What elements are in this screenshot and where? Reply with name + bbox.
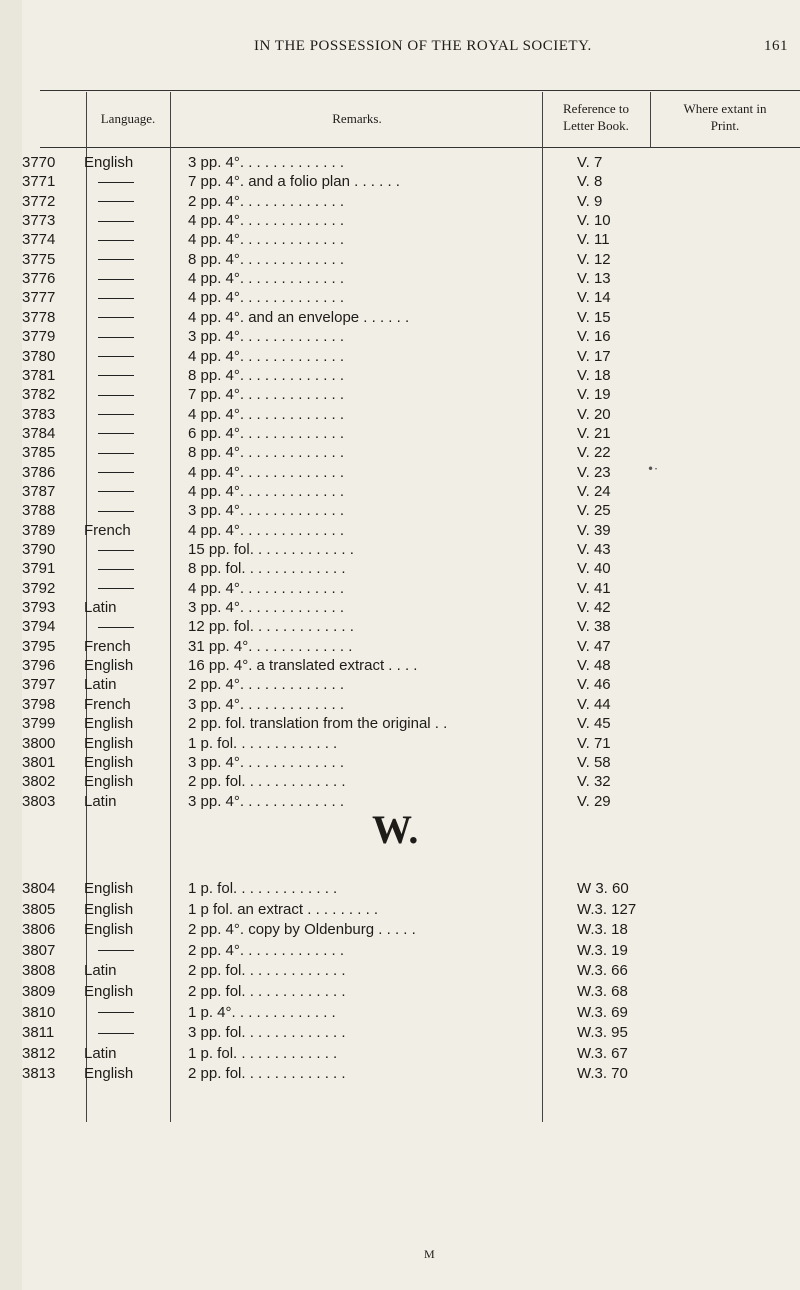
entry-reference: W.3. 69 bbox=[577, 1003, 628, 1021]
entry-remarks: 2 pp. 4°. . . . . . . . . . . . . bbox=[188, 192, 345, 210]
entry-remarks: 3 pp. 4°. . . . . . . . . . . . . bbox=[188, 502, 345, 520]
ditto-dash bbox=[98, 375, 134, 376]
entry-language: English bbox=[84, 900, 134, 918]
entry-reference: V. 7 bbox=[577, 154, 603, 171]
entry-reference: W.3. 19 bbox=[577, 941, 628, 959]
entry-remarks: 4 pp. 4°. and an envelope . . . . . . bbox=[188, 308, 410, 326]
entry-remarks: 7 pp. 4°. and a folio plan . . . . . . bbox=[188, 173, 400, 191]
entry-reference: V. 48 bbox=[577, 657, 611, 675]
entry-number: 3775 bbox=[22, 250, 56, 268]
entry-reference: V. 16 bbox=[577, 328, 611, 346]
entry-remarks: 3 pp. 4°. . . . . . . . . . . . . bbox=[188, 154, 345, 171]
entry-number: 3810 bbox=[22, 1003, 56, 1021]
entry-reference: W.3. 66 bbox=[577, 962, 628, 980]
ditto-dash bbox=[98, 356, 134, 357]
entry-remarks: 4 pp. 4°. . . . . . . . . . . . . bbox=[188, 347, 345, 365]
entry-number: 3803 bbox=[22, 792, 56, 810]
entry-number: 3778 bbox=[22, 308, 56, 326]
entry-number: 3812 bbox=[22, 1044, 56, 1062]
entry-remarks: 31 pp. 4°. . . . . . . . . . . . . bbox=[188, 637, 353, 655]
entry-language: Latin bbox=[84, 962, 117, 980]
entry-remarks: 3 pp. 4°. . . . . . . . . . . . . bbox=[188, 328, 345, 346]
entry-reference: V. 25 bbox=[577, 502, 611, 520]
entry-reference: W.3. 68 bbox=[577, 983, 628, 1000]
entry-reference: W 3. 60 bbox=[577, 880, 629, 897]
entry-reference: V. 11 bbox=[577, 231, 610, 249]
entry-remarks: 1 p. fol. . . . . . . . . . . . . bbox=[188, 880, 338, 897]
stray-mark: •· bbox=[647, 462, 658, 476]
entry-reference: V. 41 bbox=[577, 579, 611, 597]
ditto-dash bbox=[98, 569, 134, 570]
column-header-remarks: Remarks. bbox=[332, 111, 382, 126]
table-row bbox=[22, 1063, 782, 1085]
ditto-dash bbox=[98, 511, 134, 512]
entry-number: 3807 bbox=[22, 941, 56, 959]
entry-reference: V. 47 bbox=[577, 637, 611, 655]
entry-language: French bbox=[84, 695, 131, 713]
entry-language: English bbox=[84, 1065, 134, 1083]
entry-number: 3792 bbox=[22, 579, 56, 597]
entry-language: Latin bbox=[84, 676, 117, 694]
page-number: 161 bbox=[764, 38, 788, 54]
entry-number: 3805 bbox=[22, 900, 56, 918]
entry-language: Latin bbox=[84, 1044, 117, 1062]
entry-remarks: 2 pp. fol. . . . . . . . . . . . . bbox=[188, 773, 346, 791]
ditto-dash bbox=[98, 1012, 134, 1013]
entry-reference: V. 42 bbox=[577, 599, 611, 617]
entry-number: 3809 bbox=[22, 983, 56, 1000]
entry-reference: V. 15 bbox=[577, 308, 611, 326]
entry-reference: V. 23 bbox=[577, 463, 611, 481]
entry-number: 3813 bbox=[22, 1065, 56, 1083]
page-title: IN THE POSSESSION OF THE ROYAL SOCIETY. bbox=[254, 38, 592, 54]
entry-language bbox=[84, 1002, 184, 1024]
entry-number: 3802 bbox=[22, 773, 56, 791]
entry-language: French bbox=[84, 637, 131, 655]
ditto-dash bbox=[98, 279, 134, 280]
entry-number: 3771 bbox=[22, 173, 56, 191]
entry-language: English bbox=[84, 773, 134, 791]
entry-remarks: 7 pp. 4°. . . . . . . . . . . . . bbox=[188, 386, 345, 404]
entry-number: 3783 bbox=[22, 405, 56, 423]
entry-language: English bbox=[84, 921, 134, 939]
entry-remarks: 4 pp. 4°. . . . . . . . . . . . . bbox=[188, 482, 345, 500]
entry-language: English bbox=[84, 657, 134, 675]
entry-reference: V. 13 bbox=[577, 270, 611, 288]
entry-remarks: 4 pp. 4°. . . . . . . . . . . . . bbox=[188, 212, 345, 230]
table-row bbox=[22, 981, 782, 1003]
entry-number: 3806 bbox=[22, 921, 56, 939]
table-row bbox=[22, 878, 782, 900]
entry-number: 3784 bbox=[22, 424, 56, 442]
entry-number: 3808 bbox=[22, 962, 56, 980]
entry-remarks: 12 pp. fol. . . . . . . . . . . . . bbox=[188, 618, 354, 636]
table-row bbox=[22, 919, 782, 941]
entry-remarks: 8 pp. 4°. . . . . . . . . . . . . bbox=[188, 444, 345, 462]
column-header-extant-line2: Print. bbox=[710, 118, 740, 133]
entry-reference: V. 14 bbox=[577, 289, 611, 307]
ditto-dash bbox=[98, 472, 134, 473]
column-header-reference-line2: Letter Book. bbox=[563, 118, 629, 133]
entry-reference: V. 19 bbox=[577, 386, 611, 404]
entry-number: 3795 bbox=[22, 637, 56, 655]
entry-number: 3797 bbox=[22, 676, 56, 694]
entry-remarks: 2 pp. 4°. . . . . . . . . . . . . bbox=[188, 941, 345, 959]
table-row bbox=[22, 1022, 782, 1044]
entry-number: 3770 bbox=[22, 154, 56, 171]
section-letter: W. bbox=[372, 807, 419, 852]
entry-reference: V. 22 bbox=[577, 444, 611, 462]
entry-number: 3785 bbox=[22, 444, 56, 462]
entry-remarks: 2 pp. 4°. copy by Oldenburg . . . . . bbox=[188, 921, 416, 939]
entry-reference: V. 40 bbox=[577, 560, 611, 578]
entry-number: 3787 bbox=[22, 482, 56, 500]
entry-remarks: 16 pp. 4°. a translated extract . . . . bbox=[188, 657, 418, 675]
ditto-dash bbox=[98, 221, 134, 222]
entry-number: 3789 bbox=[22, 521, 56, 539]
entry-remarks: 1 p fol. an extract . . . . . . . . . bbox=[188, 900, 379, 918]
entry-reference: W.3. 70 bbox=[577, 1065, 628, 1083]
entry-number: 3811 bbox=[22, 1024, 55, 1042]
table-row bbox=[22, 1002, 782, 1024]
entry-number: 3779 bbox=[22, 328, 56, 346]
entry-remarks: 6 pp. 4°. . . . . . . . . . . . . bbox=[188, 424, 345, 442]
entry-remarks: 1 p. fol. . . . . . . . . . . . . bbox=[188, 734, 338, 752]
entry-remarks: 3 pp. 4°. . . . . . . . . . . . . bbox=[188, 753, 345, 771]
entry-number: 3801 bbox=[22, 753, 56, 771]
ditto-dash bbox=[98, 950, 134, 951]
entry-remarks: 8 pp. fol. . . . . . . . . . . . . bbox=[188, 560, 346, 578]
entry-number: 3800 bbox=[22, 734, 56, 752]
ditto-dash bbox=[98, 550, 134, 551]
entry-remarks: 4 pp. 4°. . . . . . . . . . . . . bbox=[188, 231, 345, 249]
entry-reference: V. 9 bbox=[577, 192, 603, 210]
entry-reference: W.3. 95 bbox=[577, 1024, 628, 1042]
entry-language: English bbox=[84, 154, 134, 171]
ditto-dash bbox=[98, 240, 134, 241]
entry-reference: V. 17 bbox=[577, 347, 611, 365]
entry-remarks: 4 pp. 4°. . . . . . . . . . . . . bbox=[188, 270, 345, 288]
entry-number: 3781 bbox=[22, 366, 56, 384]
entry-remarks: 1 p. 4°. . . . . . . . . . . . . bbox=[188, 1003, 336, 1021]
entry-number: 3772 bbox=[22, 192, 56, 210]
entry-reference: V. 8 bbox=[577, 173, 603, 191]
entry-number: 3790 bbox=[22, 541, 56, 558]
entry-remarks: 15 pp. fol. . . . . . . . . . . . . bbox=[188, 541, 354, 558]
entry-reference: V. 43 bbox=[577, 541, 611, 558]
entry-reference: V. 29 bbox=[577, 792, 611, 810]
entry-number: 3786 bbox=[22, 463, 56, 481]
entry-remarks: 3 pp. fol. . . . . . . . . . . . . bbox=[188, 1024, 346, 1042]
ditto-dash bbox=[98, 1033, 134, 1034]
entry-remarks: 8 pp. 4°. . . . . . . . . . . . . bbox=[188, 250, 345, 268]
entry-number: 3774 bbox=[22, 231, 56, 249]
column-header-extant-line1: Where extant in bbox=[683, 101, 767, 116]
entry-remarks: 1 p. fol. . . . . . . . . . . . . bbox=[188, 1044, 338, 1062]
entry-reference: V. 58 bbox=[577, 753, 611, 771]
entry-number: 3791 bbox=[22, 560, 56, 578]
table-row bbox=[22, 960, 782, 982]
entry-number: 3794 bbox=[22, 618, 56, 636]
entry-number: 3788 bbox=[22, 502, 56, 520]
entry-remarks: 2 pp. 4°. . . . . . . . . . . . . bbox=[188, 676, 345, 694]
entry-number: 3776 bbox=[22, 270, 56, 288]
column-header-language: Language. bbox=[100, 111, 156, 126]
ditto-dash bbox=[98, 453, 134, 454]
entry-remarks: 2 pp. fol. . . . . . . . . . . . . bbox=[188, 962, 346, 980]
ditto-dash bbox=[98, 588, 134, 589]
entry-number: 3804 bbox=[22, 880, 56, 897]
ditto-dash bbox=[98, 201, 134, 202]
entry-language: English bbox=[84, 753, 134, 771]
entry-reference: V. 18 bbox=[577, 366, 611, 384]
entry-reference: V. 21 bbox=[577, 424, 611, 442]
table-row bbox=[22, 899, 782, 921]
entry-remarks: 4 pp. 4°. . . . . . . . . . . . . bbox=[188, 289, 345, 307]
entry-remarks: 4 pp. 4°. . . . . . . . . . . . . bbox=[188, 521, 345, 539]
entry-reference: V. 24 bbox=[577, 482, 611, 500]
entry-language bbox=[84, 1022, 184, 1044]
entry-language bbox=[84, 940, 184, 962]
entry-remarks: 3 pp. 4°. . . . . . . . . . . . . bbox=[188, 792, 345, 810]
entry-remarks: 4 pp. 4°. . . . . . . . . . . . . bbox=[188, 463, 345, 481]
entry-number: 3773 bbox=[22, 212, 56, 230]
ditto-dash bbox=[98, 182, 134, 183]
entry-remarks: 4 pp. 4°. . . . . . . . . . . . . bbox=[188, 579, 345, 597]
entry-number: 3780 bbox=[22, 347, 56, 365]
printer-signature: M bbox=[424, 1247, 435, 1261]
entry-reference: W.3. 18 bbox=[577, 921, 628, 939]
entry-number: 3782 bbox=[22, 386, 56, 404]
entry-reference: V. 44 bbox=[577, 695, 611, 713]
entry-remarks: 2 pp. fol. translation from the original . . bbox=[188, 715, 448, 733]
ditto-dash bbox=[98, 395, 134, 396]
entry-reference: V. 20 bbox=[577, 405, 611, 423]
table-top-rule bbox=[40, 90, 800, 91]
entry-number: 3799 bbox=[22, 715, 56, 733]
ditto-dash bbox=[98, 491, 134, 492]
ditto-dash bbox=[98, 414, 134, 415]
ditto-dash bbox=[98, 433, 134, 434]
entry-reference: V. 12 bbox=[577, 250, 611, 268]
entry-language: English bbox=[84, 983, 134, 1000]
table-row bbox=[22, 1043, 782, 1065]
entry-language: English bbox=[84, 880, 134, 897]
entry-number: 3798 bbox=[22, 695, 56, 713]
entry-remarks: 8 pp. 4°. . . . . . . . . . . . . bbox=[188, 366, 345, 384]
entry-number: 3777 bbox=[22, 289, 56, 307]
column-header-reference bbox=[542, 100, 650, 134]
entry-reference: V. 46 bbox=[577, 676, 611, 694]
entry-reference: V. 71 bbox=[577, 734, 611, 752]
entry-reference: V. 32 bbox=[577, 773, 611, 791]
entry-number: 3796 bbox=[22, 657, 56, 675]
entry-reference: V. 38 bbox=[577, 618, 611, 636]
ditto-dash bbox=[98, 627, 134, 628]
entry-reference: V. 45 bbox=[577, 715, 611, 733]
entry-remarks: 3 pp. 4°. . . . . . . . . . . . . bbox=[188, 599, 345, 617]
entry-number: 3793 bbox=[22, 599, 56, 617]
entry-reference: W.3. 127 bbox=[577, 900, 637, 918]
ditto-dash bbox=[98, 259, 134, 260]
ditto-dash bbox=[98, 317, 134, 318]
entry-reference: V. 10 bbox=[577, 212, 611, 230]
column-header-extant bbox=[650, 100, 800, 134]
entry-language: French bbox=[84, 521, 131, 539]
entry-language: English bbox=[84, 715, 134, 733]
entry-remarks: 3 pp. 4°. . . . . . . . . . . . . bbox=[188, 695, 345, 713]
entry-remarks: 4 pp. 4°. . . . . . . . . . . . . bbox=[188, 405, 345, 423]
entry-language: English bbox=[84, 734, 134, 752]
entry-remarks: 2 pp. fol. . . . . . . . . . . . . bbox=[188, 983, 346, 1000]
entry-language: Latin bbox=[84, 792, 117, 810]
entry-reference: V. 39 bbox=[577, 521, 611, 539]
table-header-rule bbox=[40, 147, 800, 148]
ditto-dash bbox=[98, 337, 134, 338]
table-row bbox=[22, 940, 782, 962]
page bbox=[22, 0, 800, 1290]
column-header-reference-line1: Reference to bbox=[562, 101, 630, 116]
ditto-dash bbox=[98, 298, 134, 299]
entry-remarks: 2 pp. fol. . . . . . . . . . . . . bbox=[188, 1065, 346, 1083]
entry-language: Latin bbox=[84, 599, 117, 617]
entry-reference: W.3. 67 bbox=[577, 1044, 628, 1062]
